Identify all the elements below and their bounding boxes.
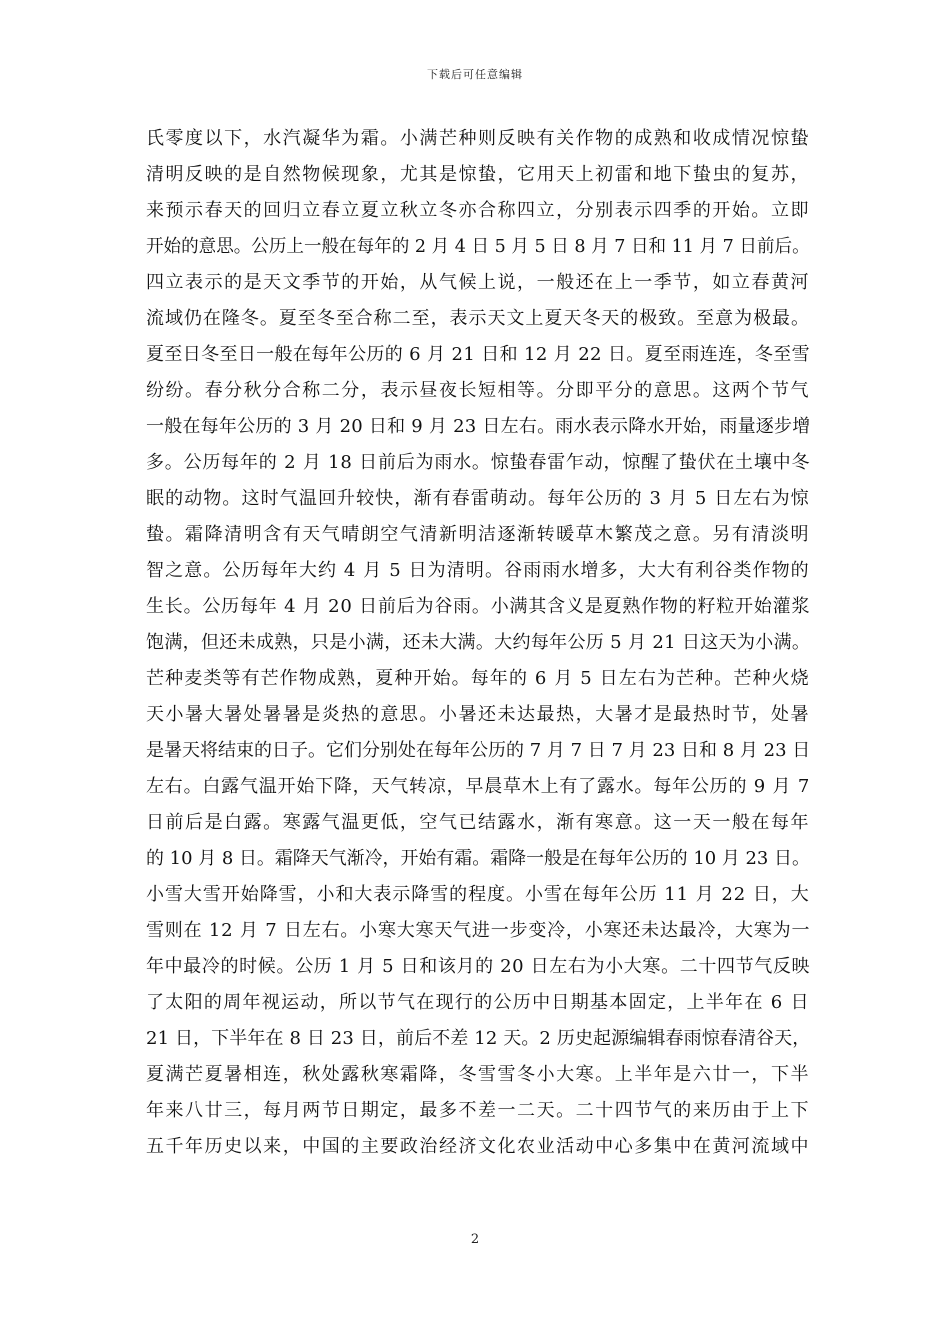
text-line: 四立表示的是天文季节的开始，从气候上说，一般还在上一季节，如立春黄河: [146, 272, 810, 293]
text-line: 一般在每年公历的 3 月 20 日和 9 月 23 日左右。雨水表示降水开始，雨量逐步增: [146, 416, 811, 437]
text-line: 开始的意思。公历上一般在每年的 2 月 4 日 5 月 5 日 8 月 7 日和 11 月 7 日前后。: [146, 236, 810, 257]
text-line: 清明反映的是自然物候现象，尤其是惊蛰，它用天上初雷和地下蛰虫的复苏，: [146, 164, 810, 185]
text-line: 芒种麦类等有芒作物成熟，夏种开始。每年的 6 月 5 日左右为芒种。芒种火烧: [146, 668, 810, 689]
text-line: 小雪大雪开始降雪，小和大表示降雪的程度。小雪在每年公历 11 月 22 日，大: [146, 884, 810, 905]
text-line: 天小暑大暑处暑暑是炎热的意思。小暑还未达最热，大暑才是最热时节，处暑: [146, 704, 810, 725]
text-line: 流域仍在隆冬。夏至冬至合称二至，表示天文上夏天冬天的极致。至意为极最。: [146, 308, 810, 329]
text-line: 左右。白露气温开始下降，天气转凉，早晨草木上有了露水。每年公历的 9 月 7: [146, 776, 811, 797]
text-line: 夏至日冬至日一般在每年公历的 6 月 21 日和 12 月 22 日。夏至雨连连，冬至雪: [146, 344, 810, 365]
text-line: 来预示春天的回归立春立夏立秋立冬亦合称四立，分别表示四季的开始。立即: [146, 200, 810, 221]
text-line: 生长。公历每年 4 月 20 日前后为谷雨。小满其含义是夏熟作物的籽粒开始灌浆: [146, 596, 811, 617]
text-line: 年来八廿三，每月两节日期定，最多不差一二天。二十四节气的来历由于上下: [146, 1100, 810, 1121]
text-line: 21 日，下半年在 8 日 23 日，前后不差 12 天。2 历史起源编辑春雨惊春清谷天，: [146, 1028, 811, 1049]
text-line: 是暑天将结束的日子。它们分别处在每年公历的 7 月 7 日 7 月 23 日和 8 月 23 日: [146, 740, 811, 761]
document-body: [146, 121, 810, 1165]
text-line: 饱满，但还未成熟，只是小满，还未大满。大约每年公历 5 月 21 日这天为小满。: [146, 632, 811, 653]
text-line: 多。公历每年的 2 月 18 日前后为雨水。惊蛰春雷乍动，惊醒了蛰伏在土壤中冬: [146, 452, 811, 473]
text-line: 夏满芒夏暑相连，秋处露秋寒霜降，冬雪雪冬小大寒。上半年是六廿一，下半: [146, 1064, 810, 1085]
text-line: 日前后是白露。寒露气温更低，空气已结露水，渐有寒意。这一天一般在每年: [146, 812, 810, 833]
text-line: 五千年历史以来，中国的主要政治经济文化农业活动中心多集中在黄河流域中: [146, 1136, 810, 1157]
text-line: 了太阳的周年视运动，所以节气在现行的公历中日期基本固定，上半年在 6 日: [146, 992, 810, 1013]
text-line: 蛰。霜降清明含有天气晴朗空气清新明洁逐渐转暖草木繁茂之意。另有清淡明: [146, 524, 810, 545]
text-line: 雪则在 12 月 7 日左右。小寒大寒天气进一步变冷，小寒还未达最冷，大寒为一: [146, 920, 811, 941]
text-line: 的 10 月 8 日。霜降天气渐冷，开始有霜。霜降一般是在每年公历的 10 月 23 日。: [146, 848, 810, 869]
text-line: 纷纷。春分秋分合称二分，表示昼夜长短相等。分即平分的意思。这两个节气: [146, 380, 810, 401]
text-line: 智之意。公历每年大约 4 月 5 日为清明。谷雨雨水增多，大大有利谷类作物的: [146, 560, 810, 581]
page-header: 下载后可任意编辑: [427, 68, 523, 81]
text-line: 眠的动物。这时气温回升较快，渐有春雷萌动。每年公历的 3 月 5 日左右为惊: [146, 488, 810, 509]
text-line: 氏零度以下，水汽凝华为霜。小满芒种则反映有关作物的成熟和收成情况惊蛰: [146, 128, 810, 149]
page-number: 2: [470, 1232, 480, 1247]
text-line: 年中最冷的时候。公历 1 月 5 日和该月的 20 日左右为小大寒。二十四节气反映: [146, 956, 811, 977]
